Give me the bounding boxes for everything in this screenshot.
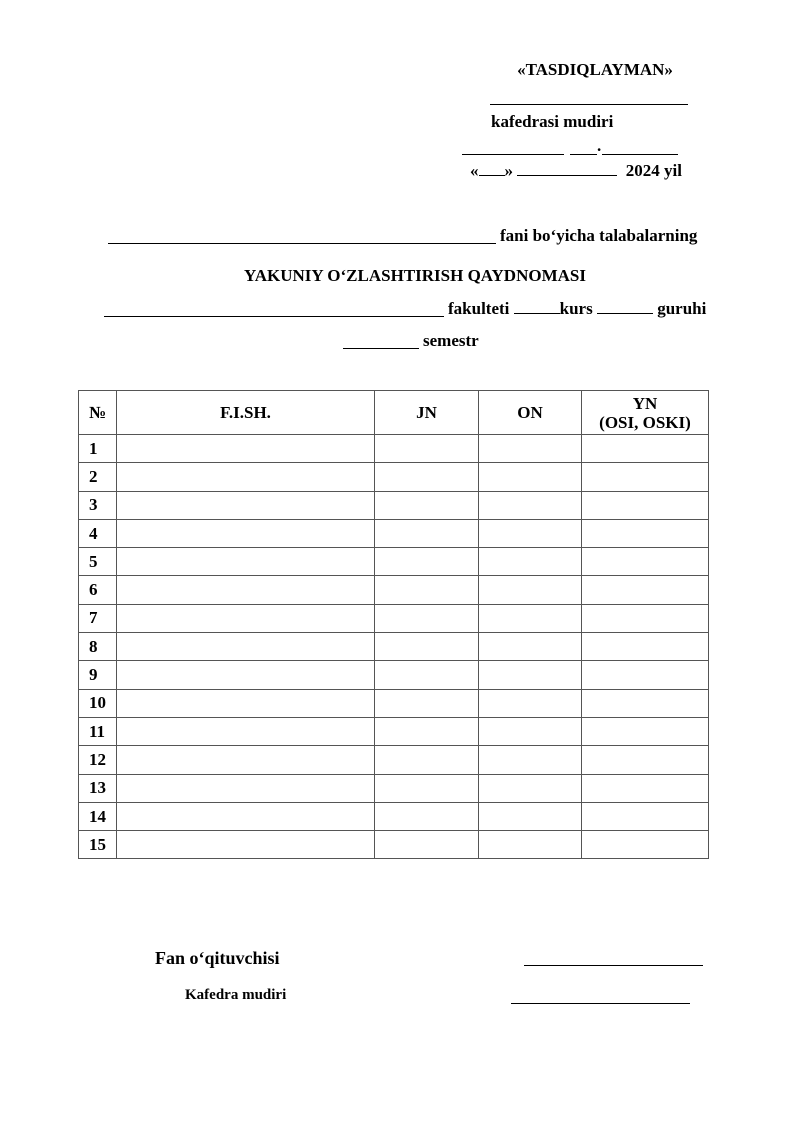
cell-full-name[interactable] xyxy=(117,831,375,859)
cell-on[interactable] xyxy=(479,604,582,632)
cell-yn[interactable] xyxy=(582,831,709,859)
cell-full-name[interactable] xyxy=(117,689,375,717)
table-row xyxy=(79,802,709,830)
cell-yn[interactable] xyxy=(582,717,709,745)
table-header-row xyxy=(79,391,709,435)
header-full-name: F.I.SH. xyxy=(117,391,375,435)
table-row xyxy=(79,604,709,632)
subject-blank xyxy=(108,223,496,244)
cell-full-name[interactable] xyxy=(117,548,375,576)
cell-on[interactable] xyxy=(479,576,582,604)
cell-on[interactable] xyxy=(479,802,582,830)
cell-full-name[interactable] xyxy=(117,774,375,802)
head-signature-blank xyxy=(511,983,690,1004)
table-row xyxy=(79,661,709,689)
cell-jn[interactable] xyxy=(375,519,479,547)
cell-on[interactable] xyxy=(479,746,582,774)
row-number: 7 xyxy=(79,604,117,632)
row-number: 8 xyxy=(79,633,117,661)
row-number: 15 xyxy=(79,831,117,859)
table-row xyxy=(79,548,709,576)
cell-jn[interactable] xyxy=(375,633,479,661)
row-number: 14 xyxy=(79,802,117,830)
cell-full-name[interactable] xyxy=(117,717,375,745)
row-number: 13 xyxy=(79,774,117,802)
cell-yn[interactable] xyxy=(582,491,709,519)
row-number: 11 xyxy=(79,717,117,745)
row-number: 2 xyxy=(79,463,117,491)
cell-jn[interactable] xyxy=(375,491,479,519)
cell-jn[interactable] xyxy=(375,548,479,576)
cell-yn[interactable] xyxy=(582,604,709,632)
cell-on[interactable] xyxy=(479,689,582,717)
cell-on[interactable] xyxy=(479,717,582,745)
faculty-label: fakulteti xyxy=(448,299,510,318)
signature-blank xyxy=(462,137,564,155)
table-row xyxy=(79,491,709,519)
cell-yn[interactable] xyxy=(582,576,709,604)
header-yn-line1: YN xyxy=(632,393,658,413)
cell-on[interactable] xyxy=(479,435,582,463)
cell-yn[interactable] xyxy=(582,633,709,661)
row-number: 5 xyxy=(79,548,117,576)
month-blank xyxy=(517,161,617,176)
cell-jn[interactable] xyxy=(375,604,479,632)
teacher-signature-blank xyxy=(524,945,703,966)
cell-on[interactable] xyxy=(479,463,582,491)
row-number: 6 xyxy=(79,576,117,604)
course-label: kurs xyxy=(559,299,593,318)
cell-on[interactable] xyxy=(479,831,582,859)
cell-yn[interactable] xyxy=(582,689,709,717)
head-signature-label: Kafedra mudiri xyxy=(185,987,287,1003)
semester-blank xyxy=(343,328,419,349)
date-open-quote: « xyxy=(470,161,479,180)
header-number: № xyxy=(79,391,117,435)
cell-on[interactable] xyxy=(479,548,582,576)
cell-jn[interactable] xyxy=(375,661,479,689)
cell-jn[interactable] xyxy=(375,746,479,774)
cell-on[interactable] xyxy=(479,661,582,689)
header-jn: JN xyxy=(375,391,479,435)
table-row xyxy=(79,519,709,547)
initial-blank xyxy=(570,137,597,155)
initial-dot: . xyxy=(597,136,602,155)
cell-full-name[interactable] xyxy=(117,746,375,774)
table-row xyxy=(79,633,709,661)
table-row xyxy=(79,746,709,774)
header-yn xyxy=(582,391,709,435)
cell-on[interactable] xyxy=(479,774,582,802)
surname-blank xyxy=(602,137,678,155)
cell-on[interactable] xyxy=(479,633,582,661)
approver-position: kafedrasi mudiri xyxy=(491,112,614,131)
cell-full-name[interactable] xyxy=(117,519,375,547)
day-blank xyxy=(479,161,505,176)
faculty-blank xyxy=(104,296,444,317)
document-title: YAKUNIY O‘ZLASHTIRISH QAYDNOMASI xyxy=(244,266,586,285)
approval-date xyxy=(470,161,682,181)
cell-full-name[interactable] xyxy=(117,633,375,661)
row-number: 4 xyxy=(79,519,117,547)
cell-full-name[interactable] xyxy=(117,604,375,632)
cell-yn[interactable] xyxy=(582,548,709,576)
faculty-row xyxy=(448,299,706,319)
cell-yn[interactable] xyxy=(582,746,709,774)
date-close-quote: » xyxy=(504,161,513,180)
row-number: 1 xyxy=(79,435,117,463)
year-text: 2024 yil xyxy=(625,161,682,180)
cell-jn[interactable] xyxy=(375,717,479,745)
subject-text: fani bo‘yicha talabalarning xyxy=(500,226,698,245)
row-number: 9 xyxy=(79,661,117,689)
cell-full-name[interactable] xyxy=(117,463,375,491)
cell-jn[interactable] xyxy=(375,576,479,604)
course-blank xyxy=(514,299,560,314)
header-yn-line2: (OSI, OSKI) xyxy=(599,412,691,432)
cell-on[interactable] xyxy=(479,491,582,519)
cell-yn[interactable] xyxy=(582,519,709,547)
grade-table xyxy=(78,390,709,859)
cell-full-name[interactable] xyxy=(117,576,375,604)
group-blank xyxy=(597,299,653,314)
teacher-signature-label: Fan o‘qituvchisi xyxy=(155,948,280,968)
row-number: 12 xyxy=(79,746,117,774)
table-row xyxy=(79,576,709,604)
table-row xyxy=(79,463,709,491)
semester-label: semestr xyxy=(423,331,479,350)
cell-full-name[interactable] xyxy=(117,661,375,689)
cell-on[interactable] xyxy=(479,519,582,547)
cell-jn[interactable] xyxy=(375,831,479,859)
cell-yn[interactable] xyxy=(582,463,709,491)
cell-full-name[interactable] xyxy=(117,802,375,830)
cell-jn[interactable] xyxy=(375,802,479,830)
header-on: ON xyxy=(479,391,582,435)
cell-jn[interactable] xyxy=(375,463,479,491)
table-row xyxy=(79,831,709,859)
table-row xyxy=(79,717,709,745)
cell-yn[interactable] xyxy=(582,802,709,830)
row-number: 3 xyxy=(79,491,117,519)
approval-title: «TASDIQLAYMAN» xyxy=(517,60,673,79)
cell-yn[interactable] xyxy=(582,774,709,802)
cell-jn[interactable] xyxy=(375,689,479,717)
table-row xyxy=(79,774,709,802)
cell-yn[interactable] xyxy=(582,661,709,689)
cell-yn[interactable] xyxy=(582,435,709,463)
cell-full-name[interactable] xyxy=(117,435,375,463)
table-row xyxy=(79,435,709,463)
cell-jn[interactable] xyxy=(375,774,479,802)
group-label: guruhi xyxy=(657,299,707,318)
cell-full-name[interactable] xyxy=(117,491,375,519)
row-number: 10 xyxy=(79,689,117,717)
cell-jn[interactable] xyxy=(375,435,479,463)
table-row xyxy=(79,689,709,717)
approver-name-blank xyxy=(490,84,688,105)
